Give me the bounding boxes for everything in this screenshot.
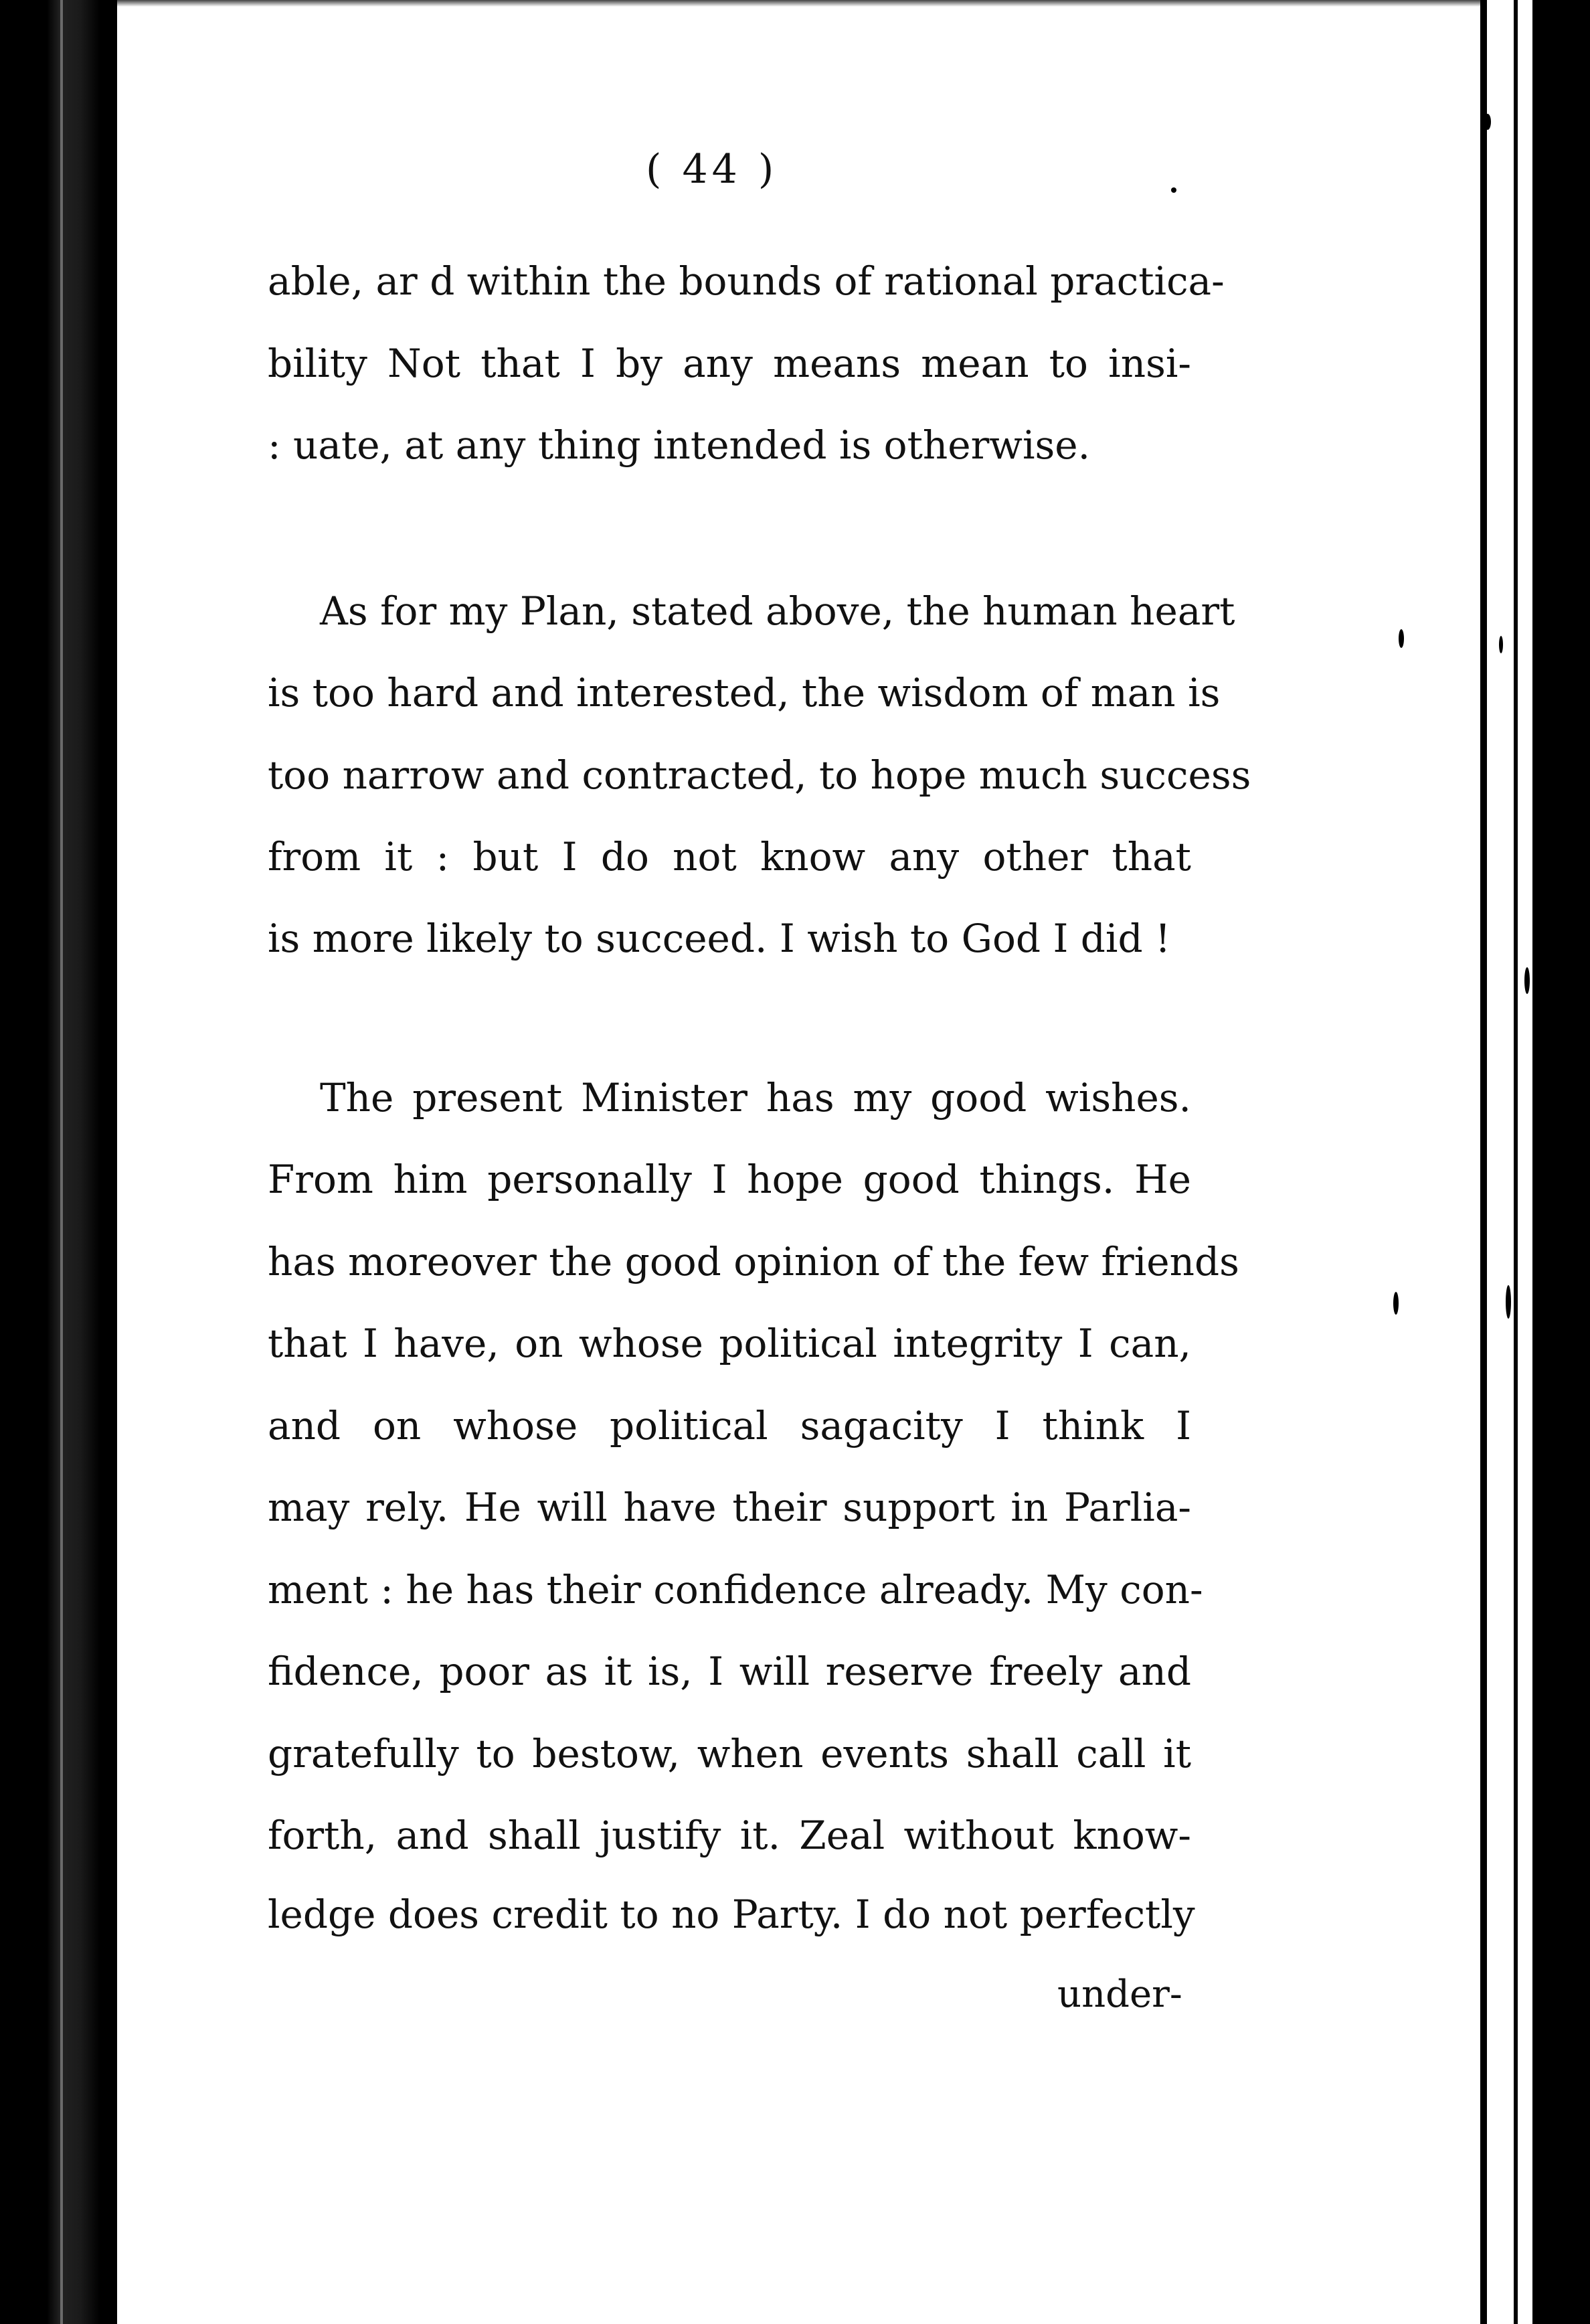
text-line: may rely. He will have their support in Parlia- bbox=[268, 1485, 1191, 1530]
text-line: forth, and shall justify it. Zeal without know- bbox=[268, 1813, 1191, 1858]
text-line: that I have, on whose political integrity I can, bbox=[268, 1321, 1191, 1366]
left-binding-shadow bbox=[0, 0, 117, 2324]
text-line: : uate, at any thing intended is otherwise. bbox=[268, 422, 1091, 468]
text-line: gratefully to bestow, when events shall call it bbox=[268, 1731, 1191, 1776]
page-number: ( 44 ) bbox=[646, 146, 778, 193]
ink-speck bbox=[1506, 1285, 1511, 1319]
right-edge-band bbox=[1532, 0, 1590, 2324]
text-line: able, ar d within the bounds of rational practica- bbox=[268, 258, 1225, 304]
text-line: ledge does credit to no Party. I do not perfectly bbox=[268, 1892, 1195, 1937]
ink-speck bbox=[1393, 1292, 1399, 1315]
ink-speck bbox=[1171, 187, 1176, 193]
catchword: under- bbox=[1057, 1973, 1182, 2016]
text-line: ment : he has their confidence already. My con- bbox=[268, 1567, 1203, 1612]
text-line: is too hard and interested, the wisdom of man is bbox=[268, 670, 1221, 716]
ink-speck bbox=[1484, 114, 1491, 130]
ink-speck bbox=[1399, 629, 1404, 648]
text-line: too narrow and contracted, to hope much success bbox=[268, 752, 1251, 798]
right-edge-line bbox=[1480, 0, 1487, 2324]
text-line: from it : but I do not know any other that bbox=[268, 834, 1191, 880]
text-line: is more likely to succeed. I wish to God I did ! bbox=[268, 916, 1171, 961]
ink-speck bbox=[1524, 967, 1530, 994]
text-line: The present Minister has my good wishes. bbox=[320, 1075, 1191, 1120]
binding-streak bbox=[60, 0, 63, 2324]
top-edge-shadow bbox=[117, 0, 1482, 7]
right-edge-line-2 bbox=[1514, 0, 1518, 2324]
text-line: fidence, poor as it is, I will reserve freely and bbox=[268, 1649, 1191, 1694]
text-line: bility Not that I by any means mean to insi- bbox=[268, 341, 1191, 386]
text-line: From him personally I hope good things. He bbox=[268, 1157, 1191, 1202]
text-line: As for my Plan, stated above, the human heart bbox=[320, 588, 1235, 634]
text-line: has moreover the good opinion of the few friends bbox=[268, 1239, 1239, 1284]
text-line: and on whose political sagacity I think I bbox=[268, 1403, 1191, 1448]
ink-speck bbox=[1499, 636, 1503, 653]
